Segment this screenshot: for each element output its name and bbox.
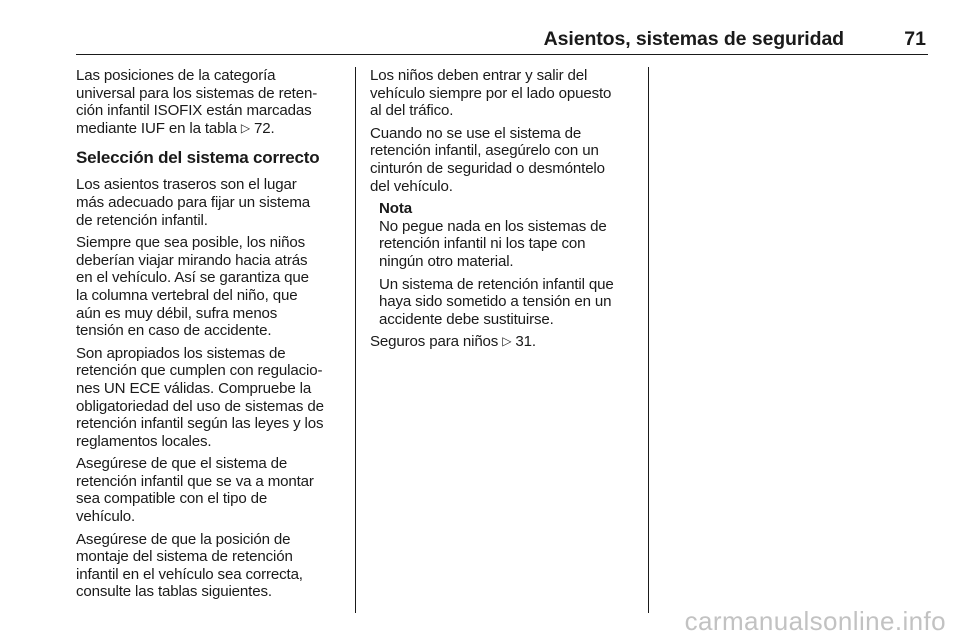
note-paragraph-1: No pegue nada en los sistemas de retención infantil ni los tape con ningún otro material. — [379, 217, 607, 270]
page-ref-link-31[interactable]: 31. — [515, 333, 536, 351]
page-header — [76, 20, 928, 55]
note-title: Nota — [379, 200, 412, 218]
paragraph-mounting-position: Asegúrese de que la posición de montaje del sistema de retención infantil en el vehículo sea correcta, consulte las tablas siguientes. — [76, 530, 303, 601]
section-heading: Selección del sistema correcto — [76, 148, 320, 168]
note-paragraph-2: Un sistema de retención infantil que haya sido sometido a tensión en un accidente debe sustituirse. — [379, 275, 614, 328]
column-middle — [370, 67, 638, 356]
page-number: 71 — [904, 28, 926, 50]
note-box — [379, 200, 638, 328]
paragraph-rear-facing: Siempre que sea posible, los niños deberían viajar mirando hacia atrás en el vehículo. Así se garantiza que la columna vertebral del niño, que aún es muy débil, sufra menos tensión en caso de accidente. — [76, 234, 309, 340]
column-left — [76, 67, 344, 606]
triangle-right-icon: ▷ — [502, 334, 512, 349]
paragraph-rear-seats: Los asientos traseros son el lugar más adecuado para fijar un sistema de retención infantil. — [76, 176, 311, 229]
section-title: Asientos, sistemas de seguridad — [543, 28, 844, 50]
column-divider-right — [648, 67, 649, 613]
paragraph-unused-restraint: Cuando no se use el sistema de retención infantil, asegúrelo con un cinturón de seguridad o desmóntelo del vehículo. — [370, 124, 605, 195]
paragraph-child-locks: Seguros para niños ▷ 31. — [370, 333, 536, 351]
paragraph-regulations: Son apropiados los sistemas de retención que cumplen con regulacio- nes UN ECE válidas. Compruebe la obligatoriedad del uso de sistemas de retención infantil según las leyes y los reglamentos locales. — [76, 344, 324, 450]
page-ref-link-72[interactable]: 72. — [254, 119, 275, 137]
column-divider-left — [355, 67, 356, 613]
watermark-text: carmanualsonline.info — [684, 606, 946, 636]
triangle-right-icon: ▷ — [240, 120, 250, 135]
paragraph-compatibility: Asegúrese de que el sistema de retención infantil que se va a montar sea compatible con el tipo de vehículo. — [76, 455, 314, 526]
paragraph-isofix: Las posiciones de la categoría universal para los sistemas de reten- ción infantil ISOFIX están marcadas mediante IUF en la tabla ▷ 72. — [76, 67, 318, 137]
paragraph-traffic-side: Los niños deben entrar y salir del vehículo siempre por el lado opuesto al del tráfico. — [370, 67, 612, 120]
